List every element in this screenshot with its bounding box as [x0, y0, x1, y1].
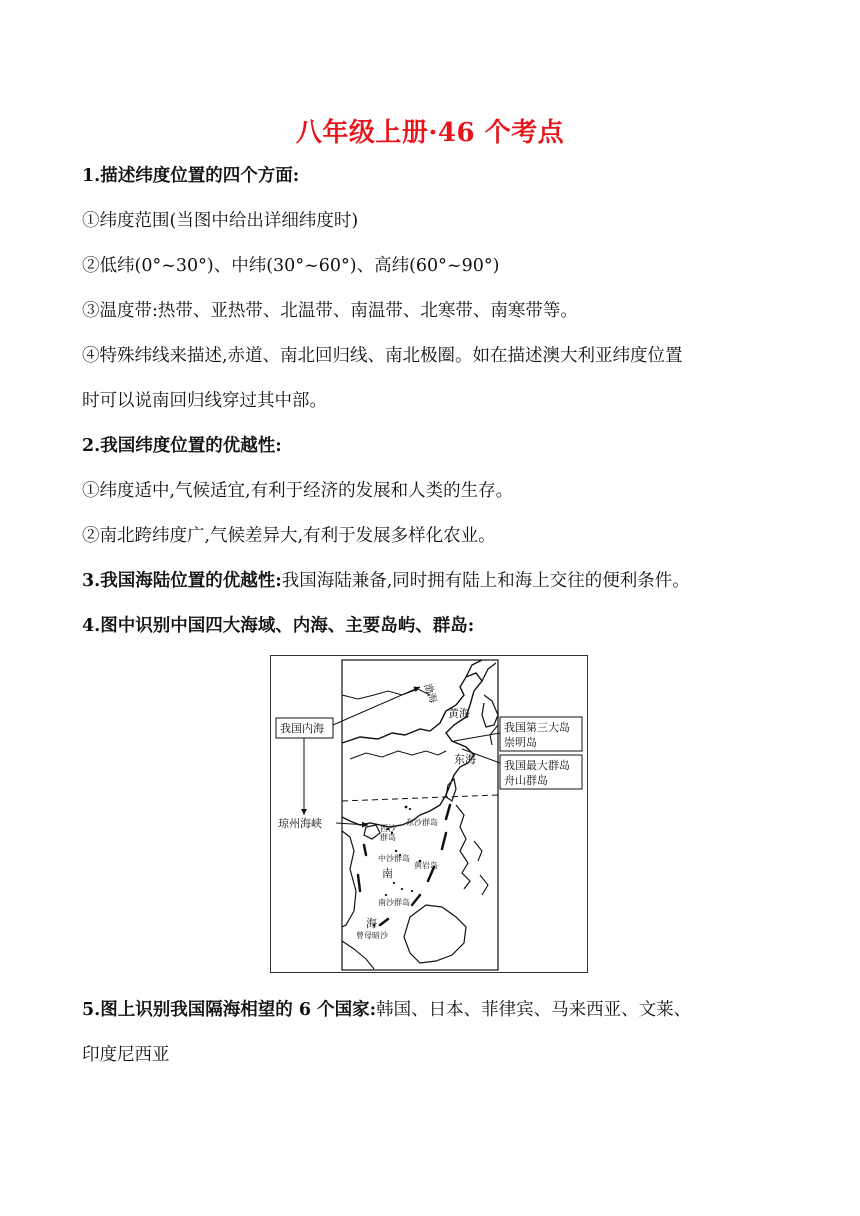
- page-title: 八年级上册·46 个考点: [295, 118, 565, 148]
- section-2-item: ①纬度适中,气候适宜,有利于经济的发展和人类的生存。: [82, 481, 514, 501]
- section-5-text: 韩国、日本、菲律宾、马来西亚、文莱、: [376, 1000, 692, 1020]
- label-largest-archipelago: 我国最大群岛: [504, 759, 570, 772]
- section-3-heading: 3.我国海陆位置的优越性:: [82, 571, 282, 591]
- section-5: [82, 996, 691, 1021]
- section-1-item: ④特殊纬线来描述,赤道、南北回归线、南北极圈。如在描述澳大利亚纬度位置: [82, 346, 683, 366]
- section-1-item: 时可以说南回归线穿过其中部。: [82, 391, 327, 411]
- label-xisha: 西沙: [380, 824, 396, 833]
- section-4-heading: 4.图中识别中国四大海域、内海、主要岛屿、群岛:: [82, 616, 475, 636]
- label-zhongsha: 中沙群岛: [378, 854, 410, 863]
- label-chongming: 崇明岛: [504, 736, 537, 749]
- label-zengmu: 曾母暗沙: [356, 931, 388, 940]
- label-qiongzhou: 琼州海峡: [278, 817, 322, 830]
- section-1-heading: 1.描述纬度位置的四个方面:: [82, 166, 300, 186]
- label-dongsha: 东沙群岛: [406, 818, 438, 827]
- section-1-item: ①纬度范围(当图中给出详细纬度时): [82, 211, 359, 231]
- china-seas-map: [270, 655, 588, 973]
- section-2-heading: 2.我国纬度位置的优越性:: [82, 436, 282, 456]
- label-east-sea: 东海: [454, 753, 476, 766]
- section-2-item: ②南北跨纬度广,气候差异大,有利于发展多样化农业。: [82, 526, 496, 546]
- label-third-island: 我国第三大岛: [504, 721, 570, 734]
- section-3-text: 我国海陆兼备,同时拥有陆上和海上交往的便利条件。: [281, 571, 690, 591]
- section-5-text-continued: 印度尼西亚: [82, 1045, 170, 1065]
- label-yellow-sea: 黄海: [448, 707, 470, 720]
- label-sea: 海: [366, 917, 377, 930]
- section-5-heading: 5.图上识别我国隔海相望的 6 个国家:: [82, 1000, 377, 1020]
- label-huangyan: 黄岩岛: [414, 861, 438, 870]
- label-bohai: 渤海: [421, 682, 439, 705]
- label-xisha-2: 群岛: [380, 833, 396, 842]
- section-1-item: ③温度带:热带、亚热带、北温带、南温带、北寒带、南寒带等。: [82, 301, 578, 321]
- label-nansha: 南沙群岛: [378, 898, 410, 907]
- label-south: 南: [382, 867, 393, 880]
- section-3: [82, 567, 690, 592]
- label-inner-sea: 我国内海: [280, 722, 324, 735]
- label-zhoushan: 舟山群岛: [504, 774, 548, 787]
- section-1-item: ②低纬(0°~30°)、中纬(30°~60°)、高纬(60°~90°): [82, 256, 500, 276]
